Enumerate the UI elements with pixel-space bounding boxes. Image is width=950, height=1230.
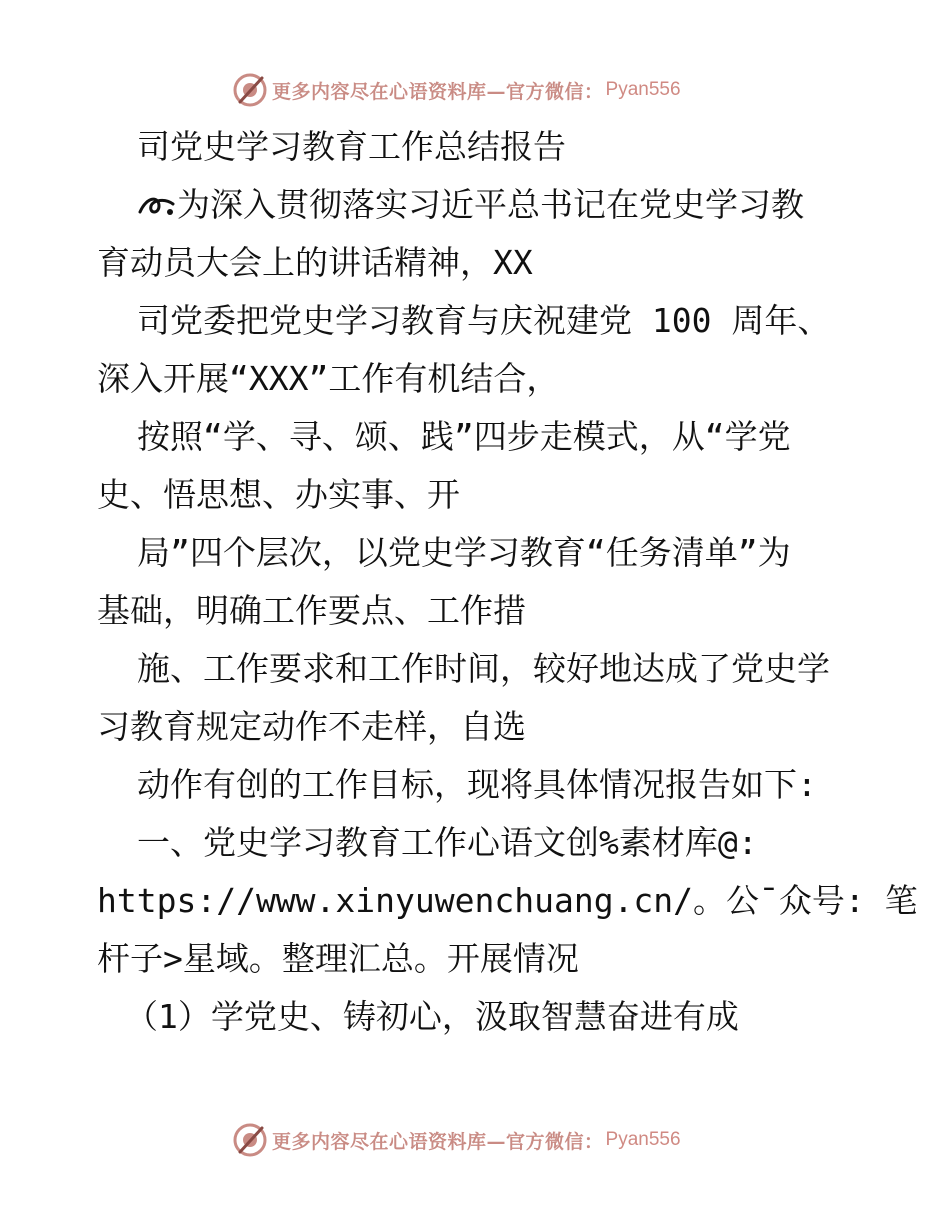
paragraph-line: 杆子>星域。整理汇总。开展情况 bbox=[97, 939, 579, 978]
document-title: 司党史学习教育工作总结报告 bbox=[137, 127, 566, 166]
document-body bbox=[97, 118, 918, 1046]
header-watermark-banner bbox=[232, 70, 681, 110]
paragraph-line: 施、工作要求和工作时间，较好地达成了党史学 bbox=[137, 649, 830, 688]
banner-label: 更多内容尽在心语资料库—官方微信： bbox=[272, 1130, 604, 1153]
subsection-heading: （1）学党史、铸初心，汲取智慧奋进有成 bbox=[125, 997, 739, 1036]
paragraph-line: 按照“学、寻、颂、践”四步走模式，从“学党 bbox=[137, 417, 791, 456]
paragraph-line: https://www.xinyuwenchuang.cn/。公¯众号: 笔 bbox=[97, 881, 918, 920]
paragraph-line: 史、悟思想、办实事、开 bbox=[97, 475, 460, 514]
seal-logo-icon bbox=[232, 1122, 268, 1158]
paragraph-line: 局”四个层次，以党史学习教育“任务清单”为 bbox=[137, 533, 791, 572]
footer-watermark-banner bbox=[232, 1120, 681, 1160]
banner-wechat-id: Pyan556 bbox=[605, 1129, 681, 1150]
flourish-ornament-icon bbox=[137, 192, 177, 220]
seal-logo-icon bbox=[232, 72, 268, 108]
paragraph-line: 动作有创的工作目标，现将具体情况报告如下: bbox=[137, 765, 817, 804]
paragraph-line: 习教育规定动作不走样，自选 bbox=[97, 707, 526, 746]
paragraph-line: 育动员大会上的讲话精神，XX bbox=[97, 243, 533, 282]
paragraph-line: 深入开展“XXX”工作有机结合， bbox=[97, 359, 560, 398]
banner-wechat-id: Pyan556 bbox=[605, 79, 681, 100]
paragraph-line: 基础，明确工作要点、工作措 bbox=[97, 591, 526, 630]
paragraph-line: 司党委把党史学习教育与庆祝建党 100 周年、 bbox=[137, 301, 831, 340]
paragraph-text: 为深入贯彻落实习近平总书记在党史学习教 bbox=[177, 185, 804, 224]
section-heading: 一、党史学习教育工作心语文创%素材库@: bbox=[137, 823, 758, 862]
paragraph-line bbox=[97, 176, 857, 234]
banner-label: 更多内容尽在心语资料库—官方微信： bbox=[272, 80, 604, 103]
